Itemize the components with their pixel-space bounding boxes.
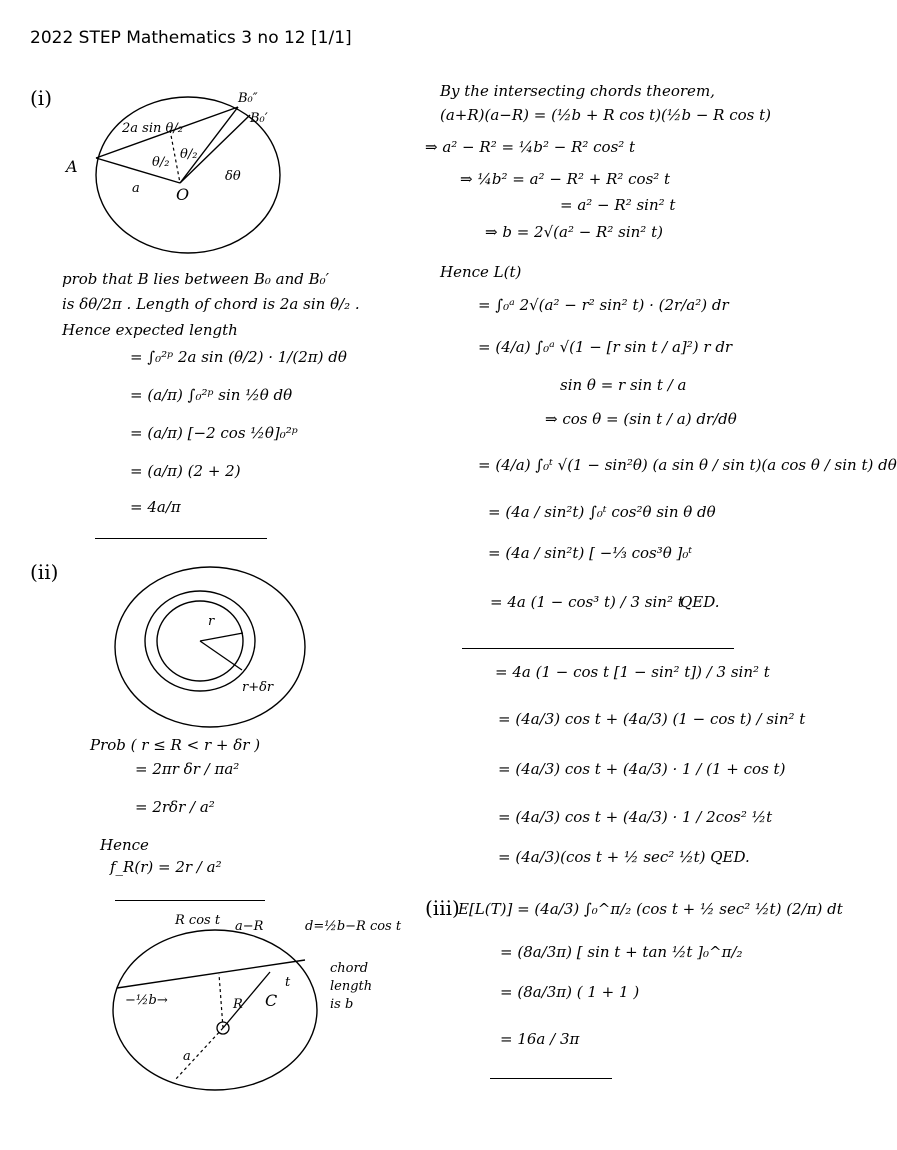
label-rcost: R cos t — [175, 913, 221, 928]
right-line-24: = 16a / 3π — [500, 1030, 580, 1048]
right-line-4: ⇒ ¼b² = a² − R² + R² cos² t — [460, 170, 671, 188]
circle-outline — [113, 930, 317, 1090]
label-A: A — [66, 157, 78, 176]
divider-left-2 — [115, 900, 265, 901]
bisector-dotted — [170, 130, 180, 183]
left-line-2: is δθ/2π . Length of chord is 2a sin θ/₂ . — [62, 295, 360, 313]
right-line-13: = (4a / sin²t) ∫₀ᵗ cos²θ sin θ dθ — [488, 503, 716, 521]
left-line-5: = (a/π) ∫₀²ᵖ sin ½θ dθ — [130, 386, 293, 404]
left-line-3: Hence expected length — [62, 321, 238, 339]
right-line-14: = (4a / sin²t) [ −⅓ cos³θ ]₀ᵗ — [488, 544, 693, 562]
right-line-7: Hence L(t) — [440, 263, 522, 281]
left-prob-4: Hence — [100, 836, 149, 854]
left-line-7: = (a/π) (2 + 2) — [130, 462, 241, 480]
right-line-21: E[L(T)] = (4a/3) ∫₀^π/₂ (cos t + ½ sec² ½t) (2/π) dt — [458, 900, 843, 918]
outer-circle — [115, 567, 305, 727]
divider-right-1 — [462, 648, 734, 649]
label-chord: 2a sin θ/₂ — [122, 121, 183, 136]
right-line-20: = (4a/3)(cos t + ½ sec² ½t) QED. — [498, 848, 750, 866]
left-line-1: prob that B lies between B₀ and B₀′ — [62, 270, 330, 288]
left-line-8: = 4a/π — [130, 498, 181, 516]
label-chord-2: length — [330, 979, 373, 994]
right-line-15: = 4a (1 − cos³ t) / 3 sin² t — [490, 593, 684, 611]
divider-right-2 — [490, 1078, 612, 1079]
right-line-22: = (8a/3π) [ sin t + tan ½t ]₀^π/₂ — [500, 943, 743, 961]
left-line-4: = ∫₀²ᵖ 2a sin (θ/2) · 1/(2π) dθ — [130, 348, 347, 366]
right-line-23: = (8a/3π) ( 1 + 1 ) — [500, 983, 640, 1001]
part-iii-label: (iii) — [425, 896, 460, 920]
right-line-2: (a+R)(a−R) = (½b + R cos t)(½b − R cos t) — [440, 106, 771, 124]
label-half-angle-1: θ/₂ — [180, 147, 198, 162]
label-C: C — [265, 991, 278, 1010]
left-prob-3: = 2rδr / a² — [135, 798, 215, 816]
left-line-6: = (a/π) [−2 cos ½θ]₀²ᵖ — [130, 424, 298, 442]
label-a: a — [183, 1049, 191, 1064]
label-t: t — [285, 975, 291, 990]
left-prob-5: f_R(r) = 2r / a² — [110, 858, 222, 876]
right-line-9: = (4/a) ∫₀ᵃ √(1 − [r sin t / a]²) r dr — [478, 338, 733, 356]
line-oc — [223, 972, 270, 1028]
label-a-minus-r: a−R — [235, 919, 264, 934]
figure-annulus-diagram — [100, 565, 320, 735]
right-line-12: = (4/a) ∫₀ᵗ √(1 − sin²θ) (a sin θ / sin t)(a cos θ / sin t) dθ — [478, 456, 897, 474]
radius-r-dr — [200, 641, 242, 670]
divider-left-1 — [95, 538, 267, 539]
figure-chord-diagram — [60, 80, 290, 260]
label-half-angle-2: θ/₂ — [152, 155, 170, 170]
label-chord-3: is b — [330, 997, 354, 1012]
label-b0pp: B₀″ — [238, 91, 258, 106]
label-d: d=½b−R cos t — [305, 919, 402, 934]
right-line-6: ⇒ b = 2√(a² − R² sin² t) — [485, 223, 663, 241]
part-ii-label: (ii) — [30, 560, 59, 584]
right-line-3: ⇒ a² − R² = ¼b² − R² cos² t — [425, 138, 636, 156]
right-line-11: ⇒ cos θ = (sin t / a) dr/dθ — [545, 410, 737, 428]
right-line-18: = (4a/3) cos t + (4a/3) · 1 / (1 + cos t) — [498, 760, 786, 778]
label-R: R — [233, 997, 243, 1012]
right-line-8: = ∫₀ᵃ 2√(a² − r² sin² t) · (2r/a²) dr — [478, 296, 729, 314]
chord-b — [117, 960, 305, 988]
label-r: r — [208, 614, 215, 629]
label-a: a — [132, 181, 140, 196]
right-line-10: sin θ = r sin t / a — [560, 376, 687, 394]
right-line-16: = 4a (1 − cos t [1 − sin² t]) / 3 sin² t — [495, 663, 770, 681]
qed-1: QED. — [680, 593, 720, 611]
label-r-plus-dr: r+δr — [242, 680, 274, 695]
right-line-1: By the intersecting chords theorem, — [440, 82, 715, 100]
label-half-b: −½b→ — [125, 993, 168, 1008]
label-dtheta: δθ — [225, 169, 241, 184]
right-line-19: = (4a/3) cos t + (4a/3) · 1 / 2cos² ½t — [498, 808, 773, 826]
label-chord-1: chord — [330, 961, 369, 976]
label-O: O — [176, 185, 190, 204]
left-prob-2: = 2πr δr / πa² — [135, 760, 240, 778]
left-prob-1: Prob ( r ≤ R < r + δr ) — [90, 736, 261, 754]
radius-r — [200, 633, 243, 641]
figure-chord-c-diagram — [95, 910, 415, 1090]
perpendicular-dotted — [219, 974, 223, 1028]
right-line-5: = a² − R² sin² t — [560, 196, 676, 214]
page-title: 2022 STEP Mathematics 3 no 12 [1/1] — [30, 28, 352, 48]
right-line-17: = (4a/3) cos t + (4a/3) (1 − cos t) / sin² t — [498, 710, 806, 728]
label-b0p: B₀′ — [250, 111, 268, 126]
part-i-label: (i) — [30, 86, 53, 110]
